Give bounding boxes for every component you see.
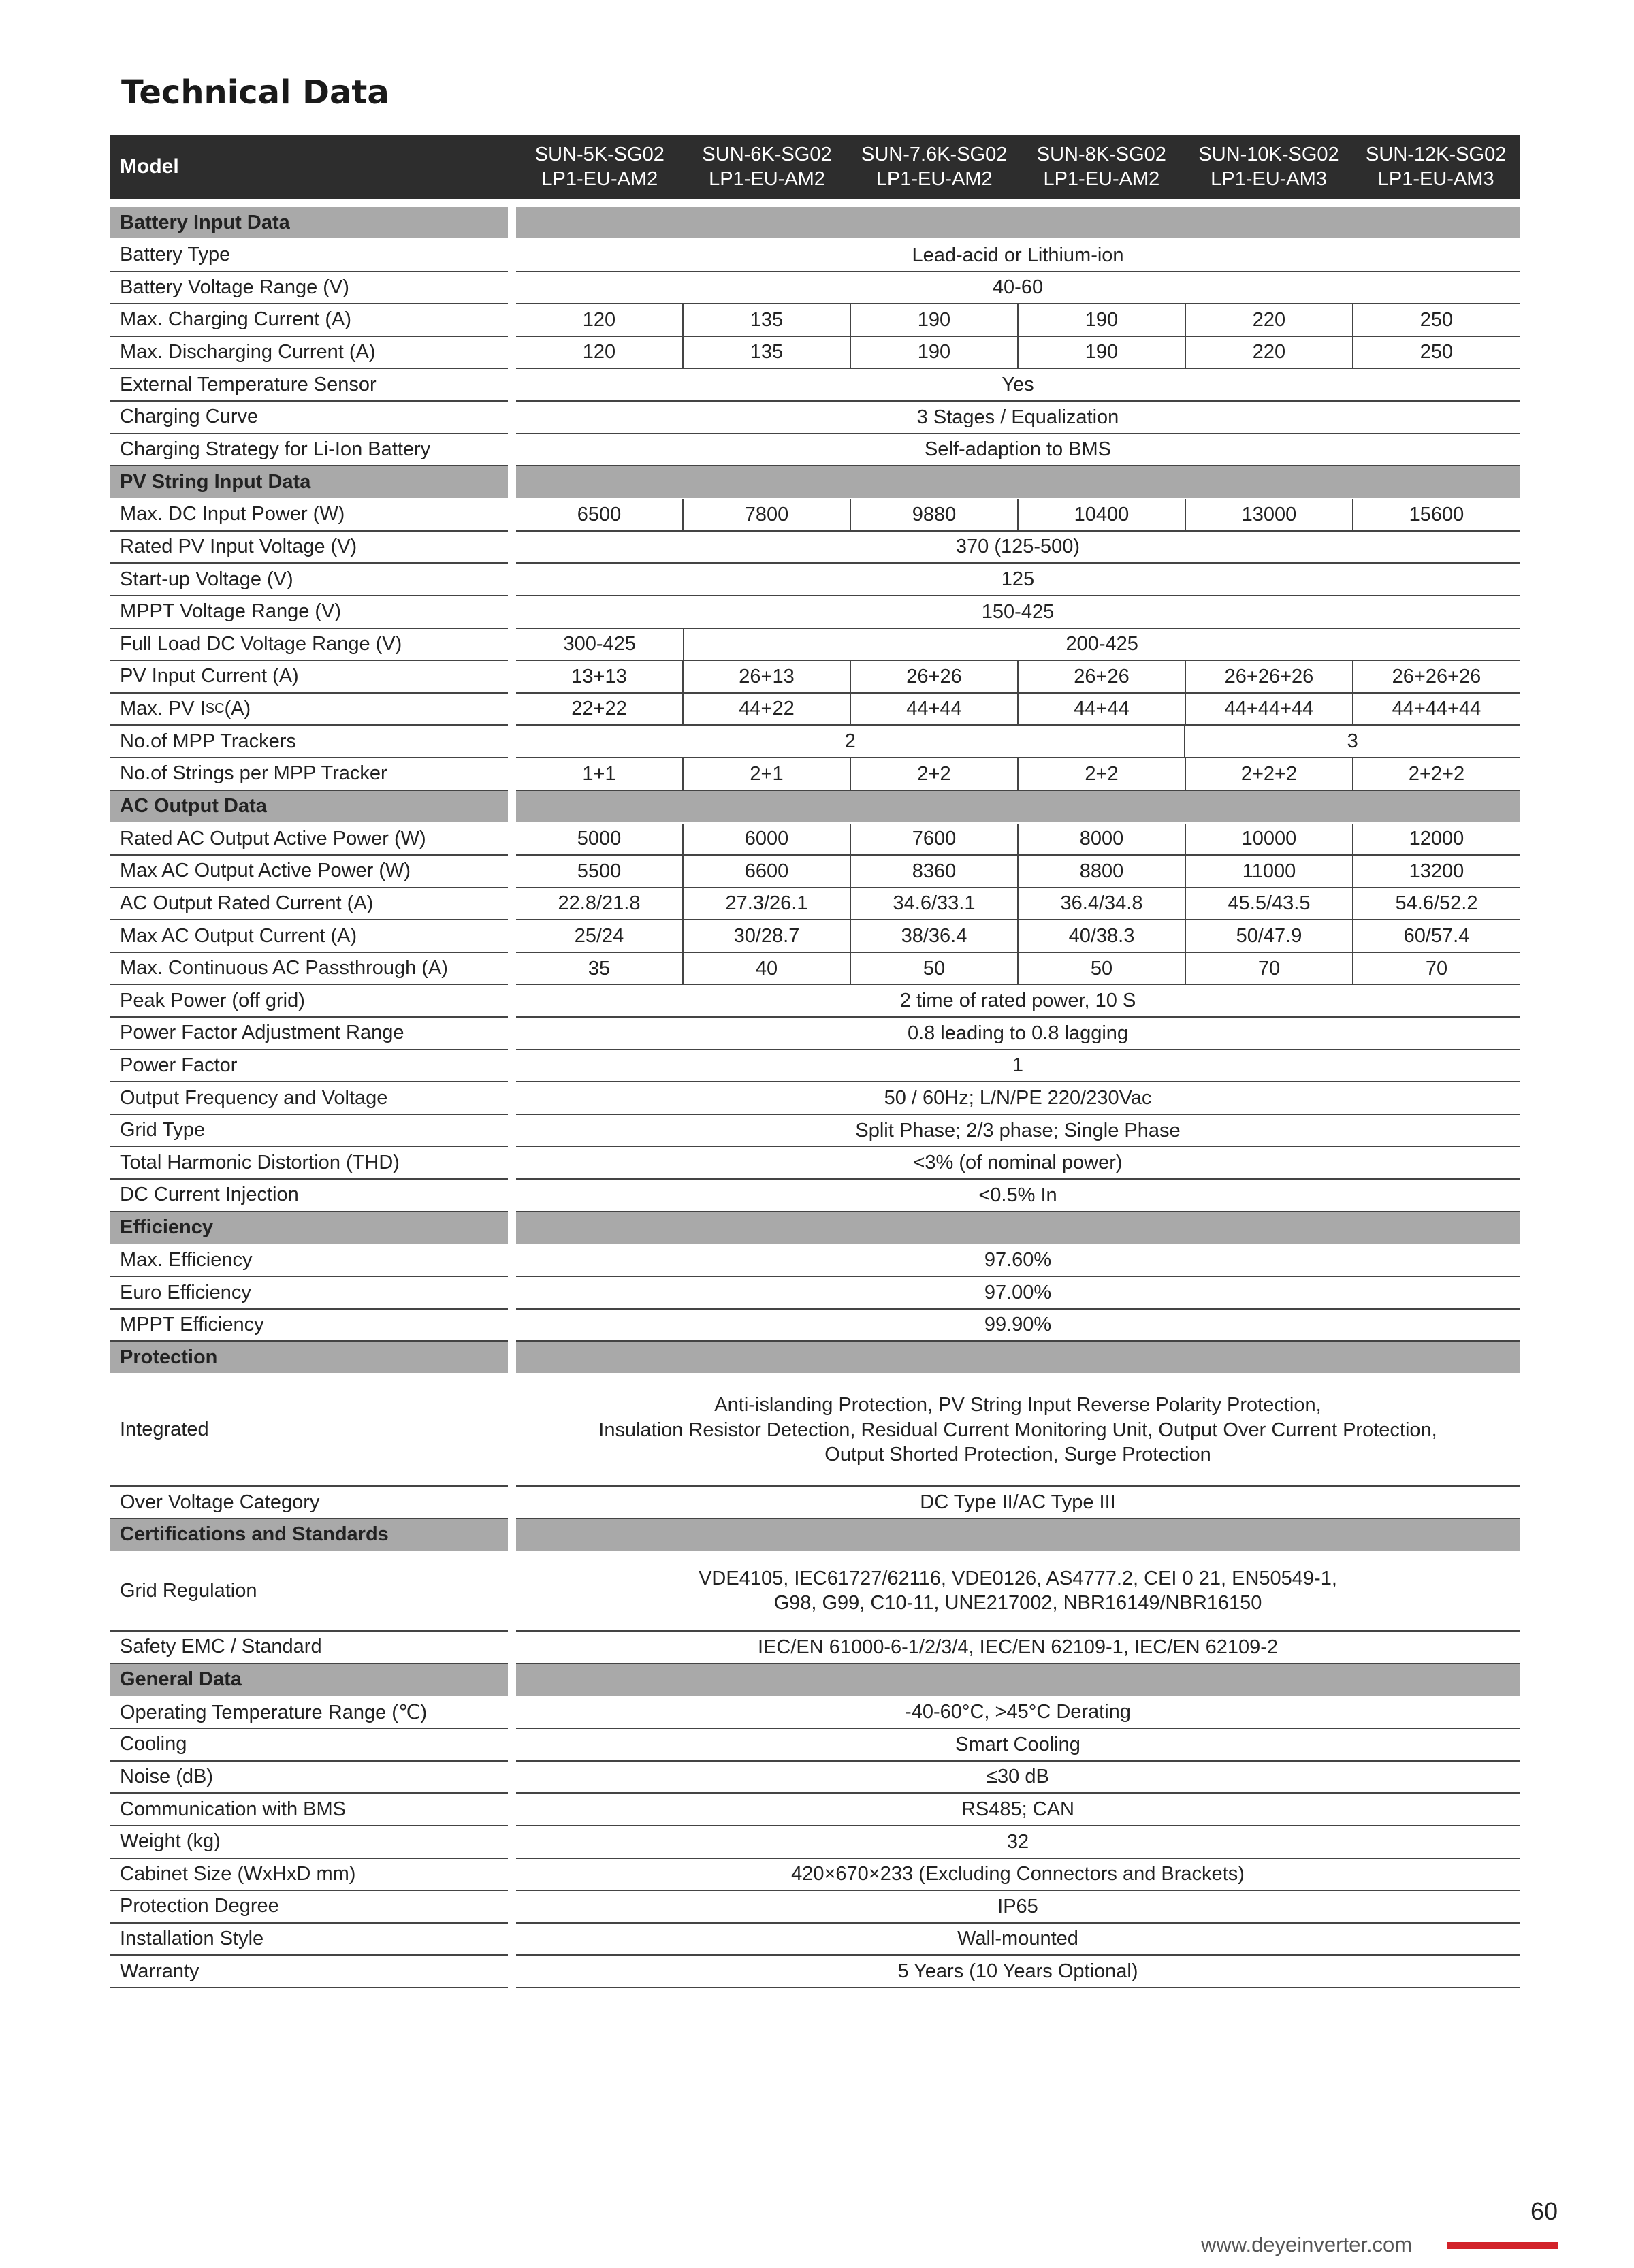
value-cell: 8000 [1019, 824, 1186, 855]
table-row [110, 1632, 1520, 1664]
table-row [110, 726, 1520, 758]
value-cell: 190 [1019, 337, 1186, 368]
row-label: Battery Voltage Range (V) [110, 272, 508, 305]
section-header-label: Battery Input Data [110, 207, 508, 240]
value-cell: 97.60% [984, 1249, 1052, 1271]
table-row [110, 1956, 1520, 1988]
table-row [110, 369, 1520, 402]
row-label: Charging Strategy for Li-Ion Battery [110, 434, 508, 467]
value-cell: <0.5% In [978, 1184, 1057, 1206]
value-cell: 44+22 [684, 694, 851, 725]
value-cell: 1 [1012, 1054, 1024, 1077]
model-header-cells [516, 135, 1520, 199]
value-cell: 2+2 [851, 758, 1019, 790]
section-header-row [110, 466, 1520, 499]
value-cell: ≤30 dB [987, 1766, 1049, 1788]
value-cell: 1+1 [516, 758, 684, 790]
row-label [110, 694, 508, 726]
value-cell: 26+13 [684, 661, 851, 692]
table-row [110, 953, 1520, 986]
table-row [110, 985, 1520, 1018]
row-label: No.of MPP Trackers [110, 726, 508, 758]
value-cell: 26+26+26 [1186, 661, 1353, 692]
value-cell: RS485; CAN [961, 1798, 1074, 1821]
table-row [110, 402, 1520, 434]
row-label: Max. Efficiency [110, 1245, 508, 1278]
value-cell: 200-425 [1066, 633, 1138, 655]
section-header-label: PV String Input Data [110, 466, 508, 499]
value-cell: <3% (of nominal power) [913, 1152, 1123, 1174]
value-cell: 420×670×233 (Excluding Connectors and Brackets) [791, 1863, 1245, 1885]
row-label: Protection Degree [110, 1891, 508, 1924]
table-row [110, 1050, 1520, 1083]
value-cell: 6000 [684, 824, 851, 855]
row-label: Charging Curve [110, 402, 508, 434]
row-label: No.of Strings per MPP Tracker [110, 758, 508, 791]
footer-accent-bar [1447, 2242, 1558, 2249]
page-title: Technical Data [121, 74, 389, 112]
value-cell: 13+13 [516, 661, 684, 692]
value-cell: 120 [516, 337, 684, 368]
table-row [110, 1115, 1520, 1148]
value-cell: 220 [1186, 337, 1353, 368]
value-cell: 135 [684, 304, 851, 336]
value-cell: 50 / 60Hz; L/N/PE 220/230Vac [884, 1086, 1152, 1109]
row-label: Warranty [110, 1956, 508, 1988]
row-label: Output Frequency and Voltage [110, 1082, 508, 1115]
table-row [110, 1762, 1520, 1794]
value-cell: 44+44 [1019, 694, 1186, 725]
value-cell: 26+26 [851, 661, 1019, 692]
table-row [110, 1018, 1520, 1050]
value-cell: 10000 [1186, 824, 1353, 855]
value-cell: 7600 [851, 824, 1019, 855]
row-label: Start-up Voltage (V) [110, 564, 508, 596]
row-label: External Temperature Sensor [110, 369, 508, 402]
row-label: Max AC Output Active Power (W) [110, 856, 508, 888]
value-cell: 99.90% [984, 1314, 1052, 1336]
row-label: Weight (kg) [110, 1826, 508, 1859]
value-cell: 6600 [684, 856, 851, 887]
model-header-cell: SUN-10K-SG02 LP1-EU-AM3 [1198, 143, 1339, 190]
value-cell: Self-adaption to BMS [924, 438, 1112, 461]
value-cell: Lead-acid or Lithium-ion [912, 244, 1124, 266]
row-label: Max. Discharging Current (A) [110, 337, 508, 370]
section-header-label: AC Output Data [110, 791, 508, 824]
section-header-row [110, 1664, 1520, 1697]
value-cell: 22+22 [516, 694, 684, 725]
value-cell: 370 (125-500) [955, 536, 1080, 558]
table-row [110, 240, 1520, 272]
row-label: Peak Power (off grid) [110, 985, 508, 1018]
value-cell: 22.8/21.8 [516, 888, 684, 920]
row-label: Full Load DC Voltage Range (V) [110, 629, 508, 662]
table-row [110, 304, 1520, 337]
value-cell: 3 Stages / Equalization [916, 406, 1119, 428]
section-header-bar [516, 791, 1520, 824]
value-cell: 25/24 [516, 920, 684, 952]
value-cell: 2+2+2 [1186, 758, 1353, 790]
value-cell: 2 time of rated power, 10 S [899, 990, 1136, 1012]
table-row [110, 499, 1520, 532]
value-cell: 190 [1019, 304, 1186, 336]
table-row [110, 1487, 1520, 1519]
table-row [110, 272, 1520, 305]
value-cell: IEC/EN 61000-6-1/2/3/4, IEC/EN 62109-1, IEC/EN 62109-2 [757, 1636, 1279, 1658]
row-label-text: Max. PV I [120, 698, 206, 720]
model-header-label: Model [120, 155, 179, 178]
model-header-cell: SUN-7.6K-SG02 LP1-EU-AM2 [861, 143, 1008, 190]
row-label: Power Factor [110, 1050, 508, 1083]
row-label: Max. Charging Current (A) [110, 304, 508, 337]
row-label: Over Voltage Category [110, 1487, 508, 1519]
value-cell: 250 [1420, 308, 1454, 331]
value-cell: 97.00% [984, 1281, 1052, 1303]
value-cell: 2+2+2 [1408, 762, 1465, 785]
table-row [110, 596, 1520, 629]
section-header-bar [516, 1519, 1520, 1552]
table-header-row [110, 135, 1520, 199]
value-cell: 135 [684, 337, 851, 368]
value-cell: Split Phase; 2/3 phase; Single Phase [855, 1119, 1181, 1141]
value-cell: 2 [516, 726, 1185, 757]
model-header-cell: SUN-8K-SG02 LP1-EU-AM2 [1036, 143, 1166, 190]
row-label: Max. Continuous AC Passthrough (A) [110, 953, 508, 986]
row-label: PV Input Current (A) [110, 661, 508, 694]
value-cell: 50 [1019, 953, 1186, 984]
value-cell: 38/36.4 [851, 920, 1019, 952]
section-header-row [110, 1342, 1520, 1374]
value-cell: 2+1 [684, 758, 851, 790]
table-row [110, 856, 1520, 888]
value-cell: Anti-islanding Protection, PV String Input Reverse Polarity Protection, Insulation Resistor Detection, Residual Current Monitoring Unit, Output Over Current Protection, Output Shorted Protection, Surge Protection [598, 1394, 1437, 1465]
table-row [110, 1277, 1520, 1310]
footer-url: www.deyeinverter.com [1201, 2233, 1413, 2256]
table-row [110, 920, 1520, 953]
table-row [110, 337, 1520, 370]
value-cell: 5 Years (10 Years Optional) [897, 1960, 1138, 1982]
value-cell: 27.3/26.1 [684, 888, 851, 920]
value-cell: 10400 [1019, 499, 1186, 530]
section-header-bar [516, 1342, 1520, 1374]
value-cell: 0.8 leading to 0.8 lagging [907, 1022, 1129, 1044]
row-label: Cooling [110, 1729, 508, 1762]
row-label: MPPT Efficiency [110, 1310, 508, 1342]
row-label: Power Factor Adjustment Range [110, 1018, 508, 1050]
value-cell: 8360 [851, 856, 1019, 887]
table-row [110, 1147, 1520, 1180]
row-label: MPPT Voltage Range (V) [110, 596, 508, 629]
value-cell: 15600 [1409, 503, 1464, 525]
value-cell: 9880 [851, 499, 1019, 530]
value-cell: 6500 [516, 499, 684, 530]
model-header-cell: SUN-12K-SG02 LP1-EU-AM3 [1366, 143, 1507, 190]
value-cell: 190 [851, 337, 1019, 368]
value-cell: 60/57.4 [1403, 924, 1470, 947]
value-cell: 7800 [684, 499, 851, 530]
page-number: 60 [1530, 2197, 1558, 2225]
value-cell: 50/47.9 [1186, 920, 1353, 952]
row-label: Grid Type [110, 1115, 508, 1148]
row-label: Cabinet Size (WxHxD mm) [110, 1859, 508, 1892]
row-label: Euro Efficiency [110, 1277, 508, 1310]
value-cell: 3 [1347, 730, 1358, 752]
value-cell: 300-425 [516, 629, 684, 660]
row-label: Total Harmonic Distortion (THD) [110, 1147, 508, 1180]
value-cell: 32 [1006, 1830, 1029, 1853]
value-cell: 70 [1186, 953, 1353, 984]
value-cell: 35 [516, 953, 684, 984]
table-row [110, 758, 1520, 791]
value-cell: 45.5/43.5 [1186, 888, 1353, 920]
row-label: Grid Regulation [110, 1552, 508, 1632]
table-row [110, 532, 1520, 564]
table-row [110, 1180, 1520, 1212]
value-cell: 34.6/33.1 [851, 888, 1019, 920]
row-label: Integrated [110, 1374, 508, 1487]
value-cell: 8800 [1019, 856, 1186, 887]
value-cell: 50 [851, 953, 1019, 984]
row-label: AC Output Rated Current (A) [110, 888, 508, 921]
table-row [110, 1729, 1520, 1762]
section-header-row [110, 791, 1520, 824]
value-cell: 26+26 [1019, 661, 1186, 692]
section-header-row [110, 1212, 1520, 1245]
table-row [110, 1082, 1520, 1115]
row-label: Safety EMC / Standard [110, 1632, 508, 1664]
value-cell: 220 [1186, 304, 1353, 336]
row-label: Max. DC Input Power (W) [110, 499, 508, 532]
table-row [110, 1310, 1520, 1342]
value-cell: 150-425 [981, 600, 1055, 623]
value-cell: -40-60°C, >45°C Derating [905, 1701, 1131, 1723]
row-label: Installation Style [110, 1924, 508, 1956]
value-cell: 13200 [1409, 860, 1464, 882]
model-header-cell: SUN-5K-SG02 LP1-EU-AM2 [534, 143, 664, 190]
value-cell: 36.4/34.8 [1019, 888, 1186, 920]
row-label: Operating Temperature Range (℃) [110, 1697, 508, 1730]
value-cell: 30/28.7 [684, 920, 851, 952]
table-row [110, 694, 1520, 726]
table-row [110, 1924, 1520, 1956]
table-row [110, 661, 1520, 694]
value-cell: 12000 [1409, 828, 1464, 850]
value-cell: 54.6/52.2 [1395, 892, 1478, 915]
value-cell: 125 [1001, 568, 1035, 591]
table-row [110, 1552, 1520, 1632]
value-cell: 13000 [1186, 499, 1353, 530]
value-cell: DC Type II/AC Type III [920, 1491, 1116, 1513]
value-cell: IP65 [997, 1895, 1038, 1917]
row-label: Rated PV Input Voltage (V) [110, 532, 508, 564]
value-cell: Yes [1002, 374, 1034, 396]
table-row [110, 1697, 1520, 1730]
table-row [110, 564, 1520, 596]
table-body [110, 207, 1520, 1988]
section-header-bar [516, 1664, 1520, 1697]
value-cell: 26+26+26 [1392, 665, 1481, 687]
value-cell: 40/38.3 [1019, 920, 1186, 952]
section-header-row [110, 1519, 1520, 1552]
value-cell: 70 [1425, 957, 1448, 979]
value-cell: VDE4105, IEC61727/62116, VDE0126, AS4777.2, CEI 0 21, EN50549-1, G98, G99, C10-11, UNE217002, NBR16149/NBR16150 [699, 1568, 1337, 1615]
technical-data-table [110, 135, 1520, 1988]
table-row [110, 1891, 1520, 1924]
value-cell: 250 [1420, 341, 1454, 363]
row-label: Communication with BMS [110, 1794, 508, 1826]
value-cell: Wall-mounted [957, 1928, 1078, 1950]
value-cell: 44+44 [851, 694, 1019, 725]
table-row [110, 1245, 1520, 1278]
section-header-bar [516, 466, 1520, 499]
section-header-bar [516, 1212, 1520, 1245]
row-label: Max AC Output Current (A) [110, 920, 508, 953]
row-label: Noise (dB) [110, 1762, 508, 1794]
value-cell: 44+44+44 [1392, 698, 1481, 720]
table-row [110, 1374, 1520, 1487]
value-cell: 40 [684, 953, 851, 984]
value-cell: 40-60 [992, 276, 1044, 299]
value-cell: 5500 [516, 856, 684, 887]
value-cell: 11000 [1186, 856, 1353, 887]
row-label: Battery Type [110, 240, 508, 272]
value-cell: Smart Cooling [955, 1733, 1080, 1755]
table-row [110, 1859, 1520, 1892]
table-row [110, 629, 1520, 662]
table-row [110, 824, 1520, 856]
section-header-label: Certifications and Standards [110, 1519, 508, 1552]
value-cell: 120 [516, 304, 684, 336]
row-label: DC Current Injection [110, 1180, 508, 1212]
section-header-bar [516, 207, 1520, 240]
row-label-subscript: SC [205, 701, 225, 717]
model-header-cell: SUN-6K-SG02 LP1-EU-AM2 [702, 143, 832, 190]
value-cell: 5000 [516, 824, 684, 855]
table-row [110, 434, 1520, 467]
table-row [110, 1794, 1520, 1826]
table-row [110, 1826, 1520, 1859]
section-header-label: Efficiency [110, 1212, 508, 1245]
value-cell: 190 [851, 304, 1019, 336]
section-header-label: Protection [110, 1342, 508, 1374]
value-cell: 2+2 [1019, 758, 1186, 790]
value-cell: 44+44+44 [1186, 694, 1353, 725]
section-header-row [110, 207, 1520, 240]
section-header-label: General Data [110, 1664, 508, 1697]
row-label-unit: (A) [224, 698, 251, 720]
table-row [110, 888, 1520, 921]
row-label: Rated AC Output Active Power (W) [110, 824, 508, 856]
